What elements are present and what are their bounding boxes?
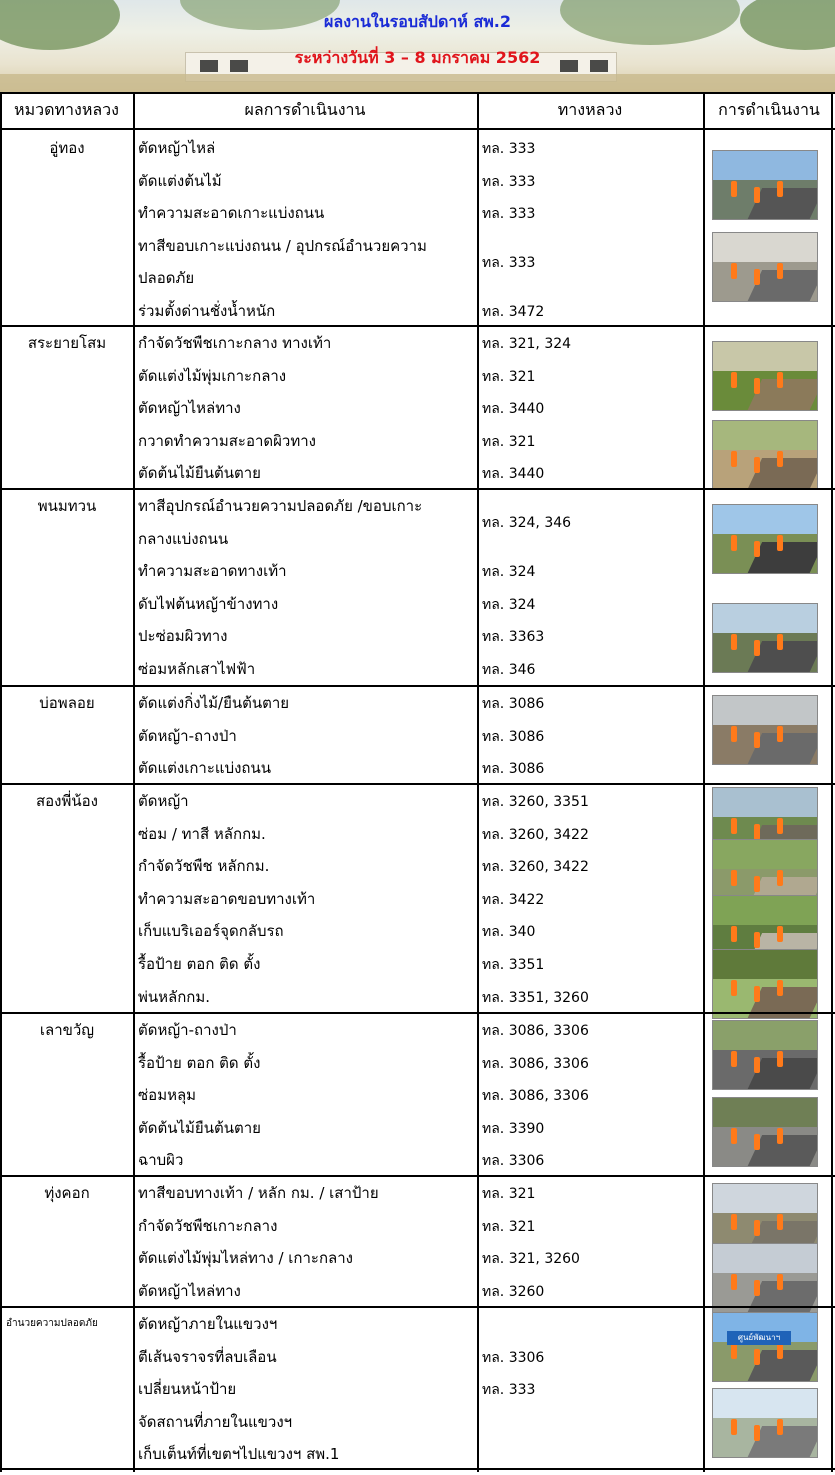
work-photo bbox=[712, 1312, 818, 1382]
worker-figure bbox=[777, 372, 783, 388]
work-item: จัดสถานที่ภายในแขวงฯ bbox=[138, 1412, 293, 1431]
worker-figure bbox=[777, 870, 783, 886]
worker-figure bbox=[777, 535, 783, 551]
worker-figure bbox=[731, 1343, 737, 1359]
highway-number: ทล. 3086 bbox=[482, 696, 545, 712]
section-divider bbox=[0, 488, 835, 490]
photo-background bbox=[713, 1021, 817, 1050]
table-border bbox=[0, 92, 835, 94]
work-photo bbox=[712, 695, 818, 765]
worker-figure bbox=[731, 263, 737, 279]
worker-figure bbox=[731, 1051, 737, 1067]
photo-background bbox=[713, 421, 817, 450]
highway-number: ทล. 333 bbox=[482, 255, 536, 272]
highway-number: ทล. 3306 bbox=[482, 1153, 545, 1170]
work-photo bbox=[712, 341, 818, 411]
worker-figure bbox=[731, 980, 737, 996]
worker-figure bbox=[754, 876, 760, 892]
highway-number: ทล. 3390 bbox=[482, 1120, 545, 1137]
table-border bbox=[831, 92, 833, 1472]
highway-number: ทล. 321 bbox=[482, 433, 536, 450]
work-item: ทาสีขอบเกาะแบ่งถนน / อุปกรณ์อำนวยความ bbox=[138, 236, 427, 255]
work-item: ตัดต้นไม้ยืนต้นตาย bbox=[138, 1118, 261, 1137]
work-item: ตัดแต่งต้นไม้ bbox=[138, 171, 222, 190]
work-item: ทาสีอุปกรณ์อำนวยความปลอดภัย /ขอบเกาะ bbox=[138, 497, 423, 515]
work-item: ซ่อม / ทาสี หลักกม. bbox=[138, 824, 266, 843]
highway-number: ทล. 333 bbox=[482, 141, 536, 157]
work-item: ตัดแต่งไม้พุ่มไหล่ทาง / เกาะกลาง bbox=[138, 1249, 353, 1268]
worker-figure bbox=[754, 1349, 760, 1365]
worker-figure bbox=[777, 1274, 783, 1290]
worker-figure bbox=[731, 535, 737, 551]
worker-figure bbox=[777, 1128, 783, 1144]
worker-figure bbox=[777, 1051, 783, 1067]
worker-figure bbox=[731, 1274, 737, 1290]
highway-number: ทล. 321 bbox=[482, 1218, 536, 1235]
highway-number: ทล. 321 bbox=[482, 1186, 536, 1202]
work-item: ทำความสะอาดทางเท้า bbox=[138, 562, 287, 581]
worker-figure bbox=[754, 1057, 760, 1073]
highway-number: ทล. 3260 bbox=[482, 1283, 545, 1300]
work-photo bbox=[712, 150, 818, 220]
worker-figure bbox=[754, 732, 760, 748]
highway-number: ทล. 324 bbox=[482, 596, 536, 613]
highway-number: ทล. 3086, 3306 bbox=[482, 1088, 589, 1105]
photo-background bbox=[713, 233, 817, 262]
highway-number: ทล. 3422 bbox=[482, 891, 545, 908]
work-item: กำจัดวัชพืช หลักกม. bbox=[138, 857, 270, 876]
worker-figure bbox=[777, 1343, 783, 1359]
highway-number: ทล. 346 bbox=[482, 662, 536, 678]
worker-figure bbox=[731, 818, 737, 834]
table-border bbox=[0, 92, 2, 1472]
worker-figure bbox=[731, 870, 737, 886]
photo-background bbox=[713, 1389, 817, 1418]
photo-background bbox=[713, 1098, 817, 1127]
highway-number: ทล. 3086 bbox=[482, 761, 545, 778]
work-item: ร่วมตั้งด่านชั่งน้ำหนัก bbox=[138, 302, 276, 320]
worker-figure bbox=[731, 1419, 737, 1435]
category-label: สระยายโสม bbox=[27, 334, 107, 352]
report-title: ผลงานในรอบสัปดาห์ สพ.2 bbox=[324, 12, 511, 31]
worker-figure bbox=[777, 451, 783, 467]
worker-figure bbox=[731, 181, 737, 197]
worker-figure bbox=[731, 726, 737, 742]
highway-number: ทล. 324 bbox=[482, 564, 536, 581]
work-photo bbox=[712, 1097, 818, 1167]
worker-figure bbox=[731, 634, 737, 650]
highway-number: ทล. 333 bbox=[482, 1382, 536, 1399]
worker-figure bbox=[731, 1214, 737, 1230]
report-date-range: ระหว่างวันที่ 3 – 8 มกราคม 2562 bbox=[294, 48, 541, 67]
worker-figure bbox=[754, 986, 760, 1002]
work-item: ตัดต้นไม้ยืนต้นตาย bbox=[138, 464, 261, 483]
worker-figure bbox=[754, 187, 760, 203]
worker-figure bbox=[754, 1220, 760, 1236]
section-divider bbox=[0, 685, 835, 687]
work-report-table bbox=[0, 92, 835, 1472]
highway-number: ทล. 333 bbox=[482, 206, 536, 223]
photo-background bbox=[713, 788, 817, 817]
photo-background bbox=[713, 950, 817, 979]
worker-figure bbox=[754, 378, 760, 394]
section-divider bbox=[0, 1306, 835, 1308]
banner-ground bbox=[0, 74, 835, 92]
work-photo bbox=[712, 420, 818, 490]
photo-background bbox=[713, 505, 817, 534]
work-item: ฉาบผิว bbox=[138, 1151, 184, 1170]
work-item: พ่นหลักกม. bbox=[138, 987, 211, 1006]
worker-figure bbox=[754, 824, 760, 840]
highway-number: ทล. 333 bbox=[482, 173, 536, 190]
section-divider bbox=[0, 1012, 835, 1014]
worker-figure bbox=[777, 980, 783, 996]
photo-background bbox=[713, 342, 817, 371]
worker-figure bbox=[777, 181, 783, 197]
work-item: กำจัดวัชพืชเกาะกลาง bbox=[138, 1216, 278, 1235]
work-item: รื้อป้าย ตอก ติด ตั้ง bbox=[138, 1053, 261, 1072]
work-photo bbox=[712, 232, 818, 302]
work-item: ทาสีขอบทางเท้า / หลัก กม. / เสาป้าย bbox=[138, 1184, 379, 1202]
worker-figure bbox=[754, 269, 760, 285]
work-item: ปลอดภัย bbox=[138, 269, 195, 288]
work-item: ทำความสะอาดเกาะแบ่งถนน bbox=[138, 204, 325, 223]
column-header-category: หมวดทางหลวง bbox=[0, 92, 133, 130]
category-label: สองพี่น้อง bbox=[36, 792, 98, 810]
work-photo bbox=[712, 949, 818, 1019]
worker-figure bbox=[754, 457, 760, 473]
work-item: ซ่อมหลักเสาไฟฟ้า bbox=[138, 660, 256, 678]
work-item: ปะซ่อมผิวทาง bbox=[138, 627, 228, 646]
highway-number: ทล. 3363 bbox=[482, 629, 545, 646]
worker-figure bbox=[754, 1134, 760, 1150]
highway-number: ทล. 321 bbox=[482, 368, 536, 385]
category-label: เลาขวัญ bbox=[39, 1021, 95, 1039]
highway-number: ทล. 3260, 3351 bbox=[482, 794, 589, 810]
worker-figure bbox=[777, 818, 783, 834]
photo-background bbox=[713, 896, 817, 925]
section-divider bbox=[0, 783, 835, 785]
highway-number: ทล. 321, 324 bbox=[482, 336, 572, 352]
worker-figure bbox=[754, 541, 760, 557]
column-divider bbox=[133, 92, 135, 1472]
work-photo bbox=[712, 1388, 818, 1458]
highway-number: ทล. 3086 bbox=[482, 728, 545, 745]
worker-figure bbox=[754, 1425, 760, 1441]
photo-background bbox=[713, 1184, 817, 1213]
work-item: ตัดหญ้าไหล่ bbox=[138, 139, 216, 157]
column-divider bbox=[477, 92, 479, 1472]
column-divider bbox=[703, 92, 705, 1472]
work-item: กำจัดวัชพืชเกาะกลาง ทางเท้า bbox=[138, 334, 332, 352]
work-item: เก็บเต็นท์ที่เขตฯไปแขวงฯ สพ.1 bbox=[138, 1445, 340, 1464]
highway-number: ทล. 3440 bbox=[482, 466, 545, 483]
highway-number: ทล. 3440 bbox=[482, 401, 545, 418]
worker-figure bbox=[731, 926, 737, 942]
work-item: กวาดทำความสะอาดผิวทาง bbox=[138, 431, 316, 450]
photo-background bbox=[713, 151, 817, 180]
section-divider bbox=[0, 325, 835, 327]
work-item: เปลี่ยนหน้าป้าย bbox=[138, 1380, 237, 1399]
section-divider bbox=[0, 1175, 835, 1177]
highway-number: ทล. 3086, 3306 bbox=[482, 1023, 589, 1039]
highway-number: ทล. 3351, 3260 bbox=[482, 989, 589, 1006]
highway-number: ทล. 3351 bbox=[482, 957, 545, 973]
column-header-road: ทางหลวง bbox=[477, 92, 703, 130]
worker-figure bbox=[777, 634, 783, 650]
work-photo bbox=[712, 1243, 818, 1313]
column-header-photos: การดำเนินงาน bbox=[703, 92, 835, 130]
work-item: ตัดแต่งกิ่งไม้/ยืนต้นตาย bbox=[138, 694, 290, 712]
work-item: ตัดแต่งไม้พุ่มเกาะกลาง bbox=[138, 366, 287, 385]
worker-figure bbox=[777, 1419, 783, 1435]
work-item: ตัดหญ้า bbox=[138, 792, 189, 810]
highway-number: ทล. 324, 346 bbox=[482, 515, 572, 532]
highway-number: ทล. 3260, 3422 bbox=[482, 826, 589, 843]
worker-figure bbox=[731, 1128, 737, 1144]
table-border bbox=[0, 1468, 835, 1470]
highway-number: ทล. 3472 bbox=[482, 304, 545, 320]
work-photo bbox=[712, 504, 818, 574]
highway-number: ทล. 321, 3260 bbox=[482, 1251, 580, 1268]
category-label: อู่ทอง bbox=[49, 139, 85, 157]
work-item: ตัดหญ้า-ถางป่า bbox=[138, 726, 237, 745]
work-item: ตัดแต่งเกาะแบ่งถนน bbox=[138, 759, 272, 778]
work-item: เก็บแบริเออร์จุดกลับรถ bbox=[138, 922, 284, 941]
work-item: ตัดหญ้าภายในแขวงฯ bbox=[138, 1315, 278, 1333]
work-item: กลางแบ่งถนน bbox=[138, 529, 229, 548]
highway-number: ทล. 3086, 3306 bbox=[482, 1055, 589, 1072]
photo-background bbox=[713, 1244, 817, 1273]
category-label: พนมทวน bbox=[37, 497, 97, 515]
category-label: ทุ่งคอก bbox=[44, 1184, 90, 1202]
highway-number: ทล. 340 bbox=[482, 924, 536, 941]
photo-background bbox=[713, 840, 817, 869]
worker-figure bbox=[731, 451, 737, 467]
photo-background bbox=[713, 604, 817, 633]
work-item: ตัดหญ้า-ถางป่า bbox=[138, 1021, 237, 1039]
worker-figure bbox=[777, 726, 783, 742]
photo-sign: ศูนย์พัฒนาฯ bbox=[727, 1331, 791, 1345]
worker-figure bbox=[754, 932, 760, 948]
worker-figure bbox=[731, 372, 737, 388]
work-item: ตีเส้นจราจรที่ลบเลือน bbox=[138, 1347, 277, 1366]
work-item: ตัดหญ้าไหล่ทาง bbox=[138, 1281, 241, 1300]
photo-background bbox=[713, 696, 817, 725]
work-item: ซ่อมหลุม bbox=[138, 1086, 197, 1105]
highway-number: ทล. 3306 bbox=[482, 1349, 545, 1366]
work-item: ทำความสะอาดขอบทางเท้า bbox=[138, 889, 316, 908]
category-label: บ่อพลอย bbox=[39, 694, 95, 712]
worker-figure bbox=[777, 926, 783, 942]
worker-figure bbox=[754, 1280, 760, 1296]
category-label: อำนวยความปลอดภัย bbox=[6, 1318, 98, 1329]
work-photo bbox=[712, 603, 818, 673]
worker-figure bbox=[777, 263, 783, 279]
worker-figure bbox=[777, 1214, 783, 1230]
column-header-work: ผลการดำเนินงาน bbox=[133, 92, 477, 130]
work-item: ตัดหญ้าไหล่ทาง bbox=[138, 399, 241, 418]
highway-number: ทล. 3260, 3422 bbox=[482, 859, 589, 876]
work-item: รื้อป้าย ตอก ติด ตั้ง bbox=[138, 955, 261, 973]
header-banner bbox=[0, 0, 835, 92]
worker-figure bbox=[754, 640, 760, 656]
work-photo bbox=[712, 1020, 818, 1090]
work-item: ดับไฟต้นหญ้าข้างทาง bbox=[138, 594, 279, 613]
